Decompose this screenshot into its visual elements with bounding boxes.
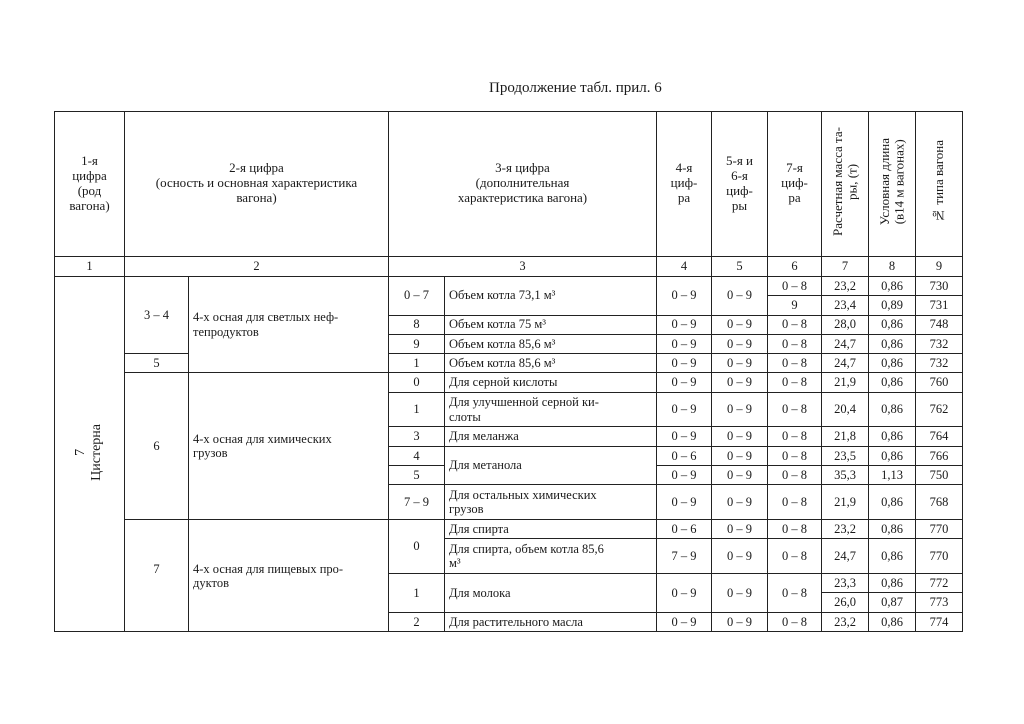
group-code: 7 [125,519,189,631]
digit7: 0 – 8 [768,276,822,295]
header-digit7: 7-я циф- ра [768,112,822,257]
wagon-type: 730 [916,276,963,295]
tare-mass: 24,7 [822,334,869,353]
row-description: Объем котла 85,6 м³ [445,334,657,353]
digit7: 0 – 8 [768,446,822,465]
digit7: 0 – 8 [768,612,822,631]
digit56: 0 – 9 [712,466,768,485]
tare-mass: 28,0 [822,315,869,334]
digit4: 0 – 9 [657,392,712,427]
digit4: 0 – 9 [657,276,712,315]
group-code: 5 [125,354,189,373]
wagon-type: 766 [916,446,963,465]
digit7: 0 – 8 [768,392,822,427]
digit4: 0 – 9 [657,573,712,612]
wagon-type: 774 [916,612,963,631]
wagon-type: 764 [916,427,963,446]
header-digit1: 1-я цифра (род вагона) [55,112,125,257]
conditional-length: 0,86 [869,315,916,334]
digit3: 0 – 7 [389,276,445,315]
conditional-length: 0,86 [869,612,916,631]
conditional-length: 1,13 [869,466,916,485]
row-description: Для серной кислоты [445,373,657,392]
digit56: 0 – 9 [712,315,768,334]
digit4: 0 – 9 [657,373,712,392]
row-description: Объем котла 75 м³ [445,315,657,334]
digit4: 0 – 9 [657,485,712,520]
digit56: 0 – 9 [712,354,768,373]
wagon-type: 750 [916,466,963,485]
conditional-length: 0,86 [869,392,916,427]
header-digit3: 3-я цифра (дополнительная характеристика вагона) [389,112,657,257]
row-description: Объем котла 85,6 м³ [445,354,657,373]
digit3: 1 [389,573,445,612]
wagon-code-table [54,111,963,632]
group-description: 4-х осная для пищевых про- дуктов [189,519,389,631]
digit7: 0 – 8 [768,485,822,520]
table-row [55,276,963,295]
tare-mass: 23,2 [822,519,869,538]
digit4: 0 – 9 [657,334,712,353]
group-code: 3 – 4 [125,276,189,353]
row-description: Для остальных химических грузов [445,485,657,520]
digit4: 7 – 9 [657,539,712,574]
digit4: 0 – 9 [657,354,712,373]
tare-mass: 21,9 [822,373,869,392]
conditional-length: 0,86 [869,485,916,520]
row-description: Для метанола [445,446,657,485]
wagon-type: 772 [916,573,963,592]
col-number: 3 [389,256,657,276]
digit4: 0 – 9 [657,315,712,334]
digit56: 0 – 9 [712,612,768,631]
row-description: Для растительного масла [445,612,657,631]
tare-mass: 23,2 [822,276,869,295]
digit56: 0 – 9 [712,427,768,446]
conditional-length: 0,86 [869,373,916,392]
col-number: 2 [125,256,389,276]
tare-mass: 21,8 [822,427,869,446]
header-digit4: 4-я циф- ра [657,112,712,257]
wagon-type: 732 [916,334,963,353]
digit7: 0 – 8 [768,354,822,373]
wagon-type: 748 [916,315,963,334]
digit7: 0 – 8 [768,539,822,574]
tare-mass: 20,4 [822,392,869,427]
wagon-type: 768 [916,485,963,520]
tare-mass: 21,9 [822,485,869,520]
group-description: 4-х осная для светлых неф- тепродуктов [189,276,389,373]
digit56: 0 – 9 [712,392,768,427]
row-description: Для спирта, объем котла 85,6 м³ [445,539,657,574]
col-number: 6 [768,256,822,276]
digit3: 2 [389,612,445,631]
tare-mass: 23,3 [822,573,869,592]
table-row [55,373,963,392]
wagon-type: 770 [916,519,963,538]
header-conditional-length: Условная длина (в14 м вагонах) [869,112,916,257]
wagon-type: 770 [916,539,963,574]
digit3: 8 [389,315,445,334]
conditional-length: 0,86 [869,446,916,465]
wagon-kind-cell: 7 Цистерна [55,276,125,631]
digit3: 5 [389,466,445,485]
wagon-type: 762 [916,392,963,427]
digit3: 0 [389,519,445,573]
digit7: 0 – 8 [768,466,822,485]
col-number: 7 [822,256,869,276]
digit56: 0 – 9 [712,276,768,315]
tare-mass: 23,5 [822,446,869,465]
header-tare-mass: Расчетная масса та- ры, (т) [822,112,869,257]
digit7: 0 – 8 [768,334,822,353]
digit7: 9 [768,296,822,315]
digit56: 0 – 9 [712,573,768,612]
digit3: 0 [389,373,445,392]
wagon-type: 732 [916,354,963,373]
row-description: Для улучшенной серной ки- слоты [445,392,657,427]
digit4: 0 – 9 [657,612,712,631]
conditional-length: 0,86 [869,573,916,592]
digit3: 1 [389,392,445,427]
digit4: 0 – 9 [657,466,712,485]
digit7: 0 – 8 [768,519,822,538]
conditional-length: 0,86 [869,354,916,373]
tare-mass: 23,2 [822,612,869,631]
digit7: 0 – 8 [768,373,822,392]
digit56: 0 – 9 [712,446,768,465]
row-description: Для молока [445,573,657,612]
header-row [55,112,963,257]
conditional-length: 0,86 [869,276,916,295]
conditional-length: 0,86 [869,519,916,538]
wagon-type: 773 [916,593,963,612]
col-number: 8 [869,256,916,276]
tare-mass: 24,7 [822,354,869,373]
digit3: 1 [389,354,445,373]
group-description: 4-х осная для химических грузов [189,373,389,520]
header-digit2: 2-я цифра (осность и основная характеристика вагона) [125,112,389,257]
digit4: 0 – 6 [657,446,712,465]
row-description: Объем котла 73,1 м³ [445,276,657,315]
digit56: 0 – 9 [712,519,768,538]
conditional-length: 0,86 [869,539,916,574]
digit3: 7 – 9 [389,485,445,520]
wagon-type: 731 [916,296,963,315]
digit56: 0 – 9 [712,373,768,392]
table-row [55,519,963,538]
header-digit56: 5-я и 6-я циф- ры [712,112,768,257]
col-number: 4 [657,256,712,276]
conditional-length: 0,86 [869,334,916,353]
conditional-length: 0,87 [869,593,916,612]
digit56: 0 – 9 [712,485,768,520]
digit56: 0 – 9 [712,539,768,574]
digit7: 0 – 8 [768,315,822,334]
col-number: 1 [55,256,125,276]
row-description: Для меланжа [445,427,657,446]
digit3: 3 [389,427,445,446]
digit4: 0 – 9 [657,427,712,446]
digit4: 0 – 6 [657,519,712,538]
digit3: 9 [389,334,445,353]
tare-mass: 23,4 [822,296,869,315]
digit7: 0 – 8 [768,427,822,446]
row-description: Для спирта [445,519,657,538]
tare-mass: 24,7 [822,539,869,574]
tare-mass: 26,0 [822,593,869,612]
digit56: 0 – 9 [712,334,768,353]
group-code: 6 [125,373,189,520]
header-wagon-type: № типа вагона [916,112,963,257]
conditional-length: 0,86 [869,427,916,446]
digit7: 0 – 8 [768,573,822,612]
table-caption: Продолжение табл. прил. 6 [489,80,662,96]
digit3: 4 [389,446,445,465]
conditional-length: 0,89 [869,296,916,315]
tare-mass: 35,3 [822,466,869,485]
wagon-type: 760 [916,373,963,392]
col-number: 9 [916,256,963,276]
col-number: 5 [712,256,768,276]
column-number-row [55,256,963,276]
